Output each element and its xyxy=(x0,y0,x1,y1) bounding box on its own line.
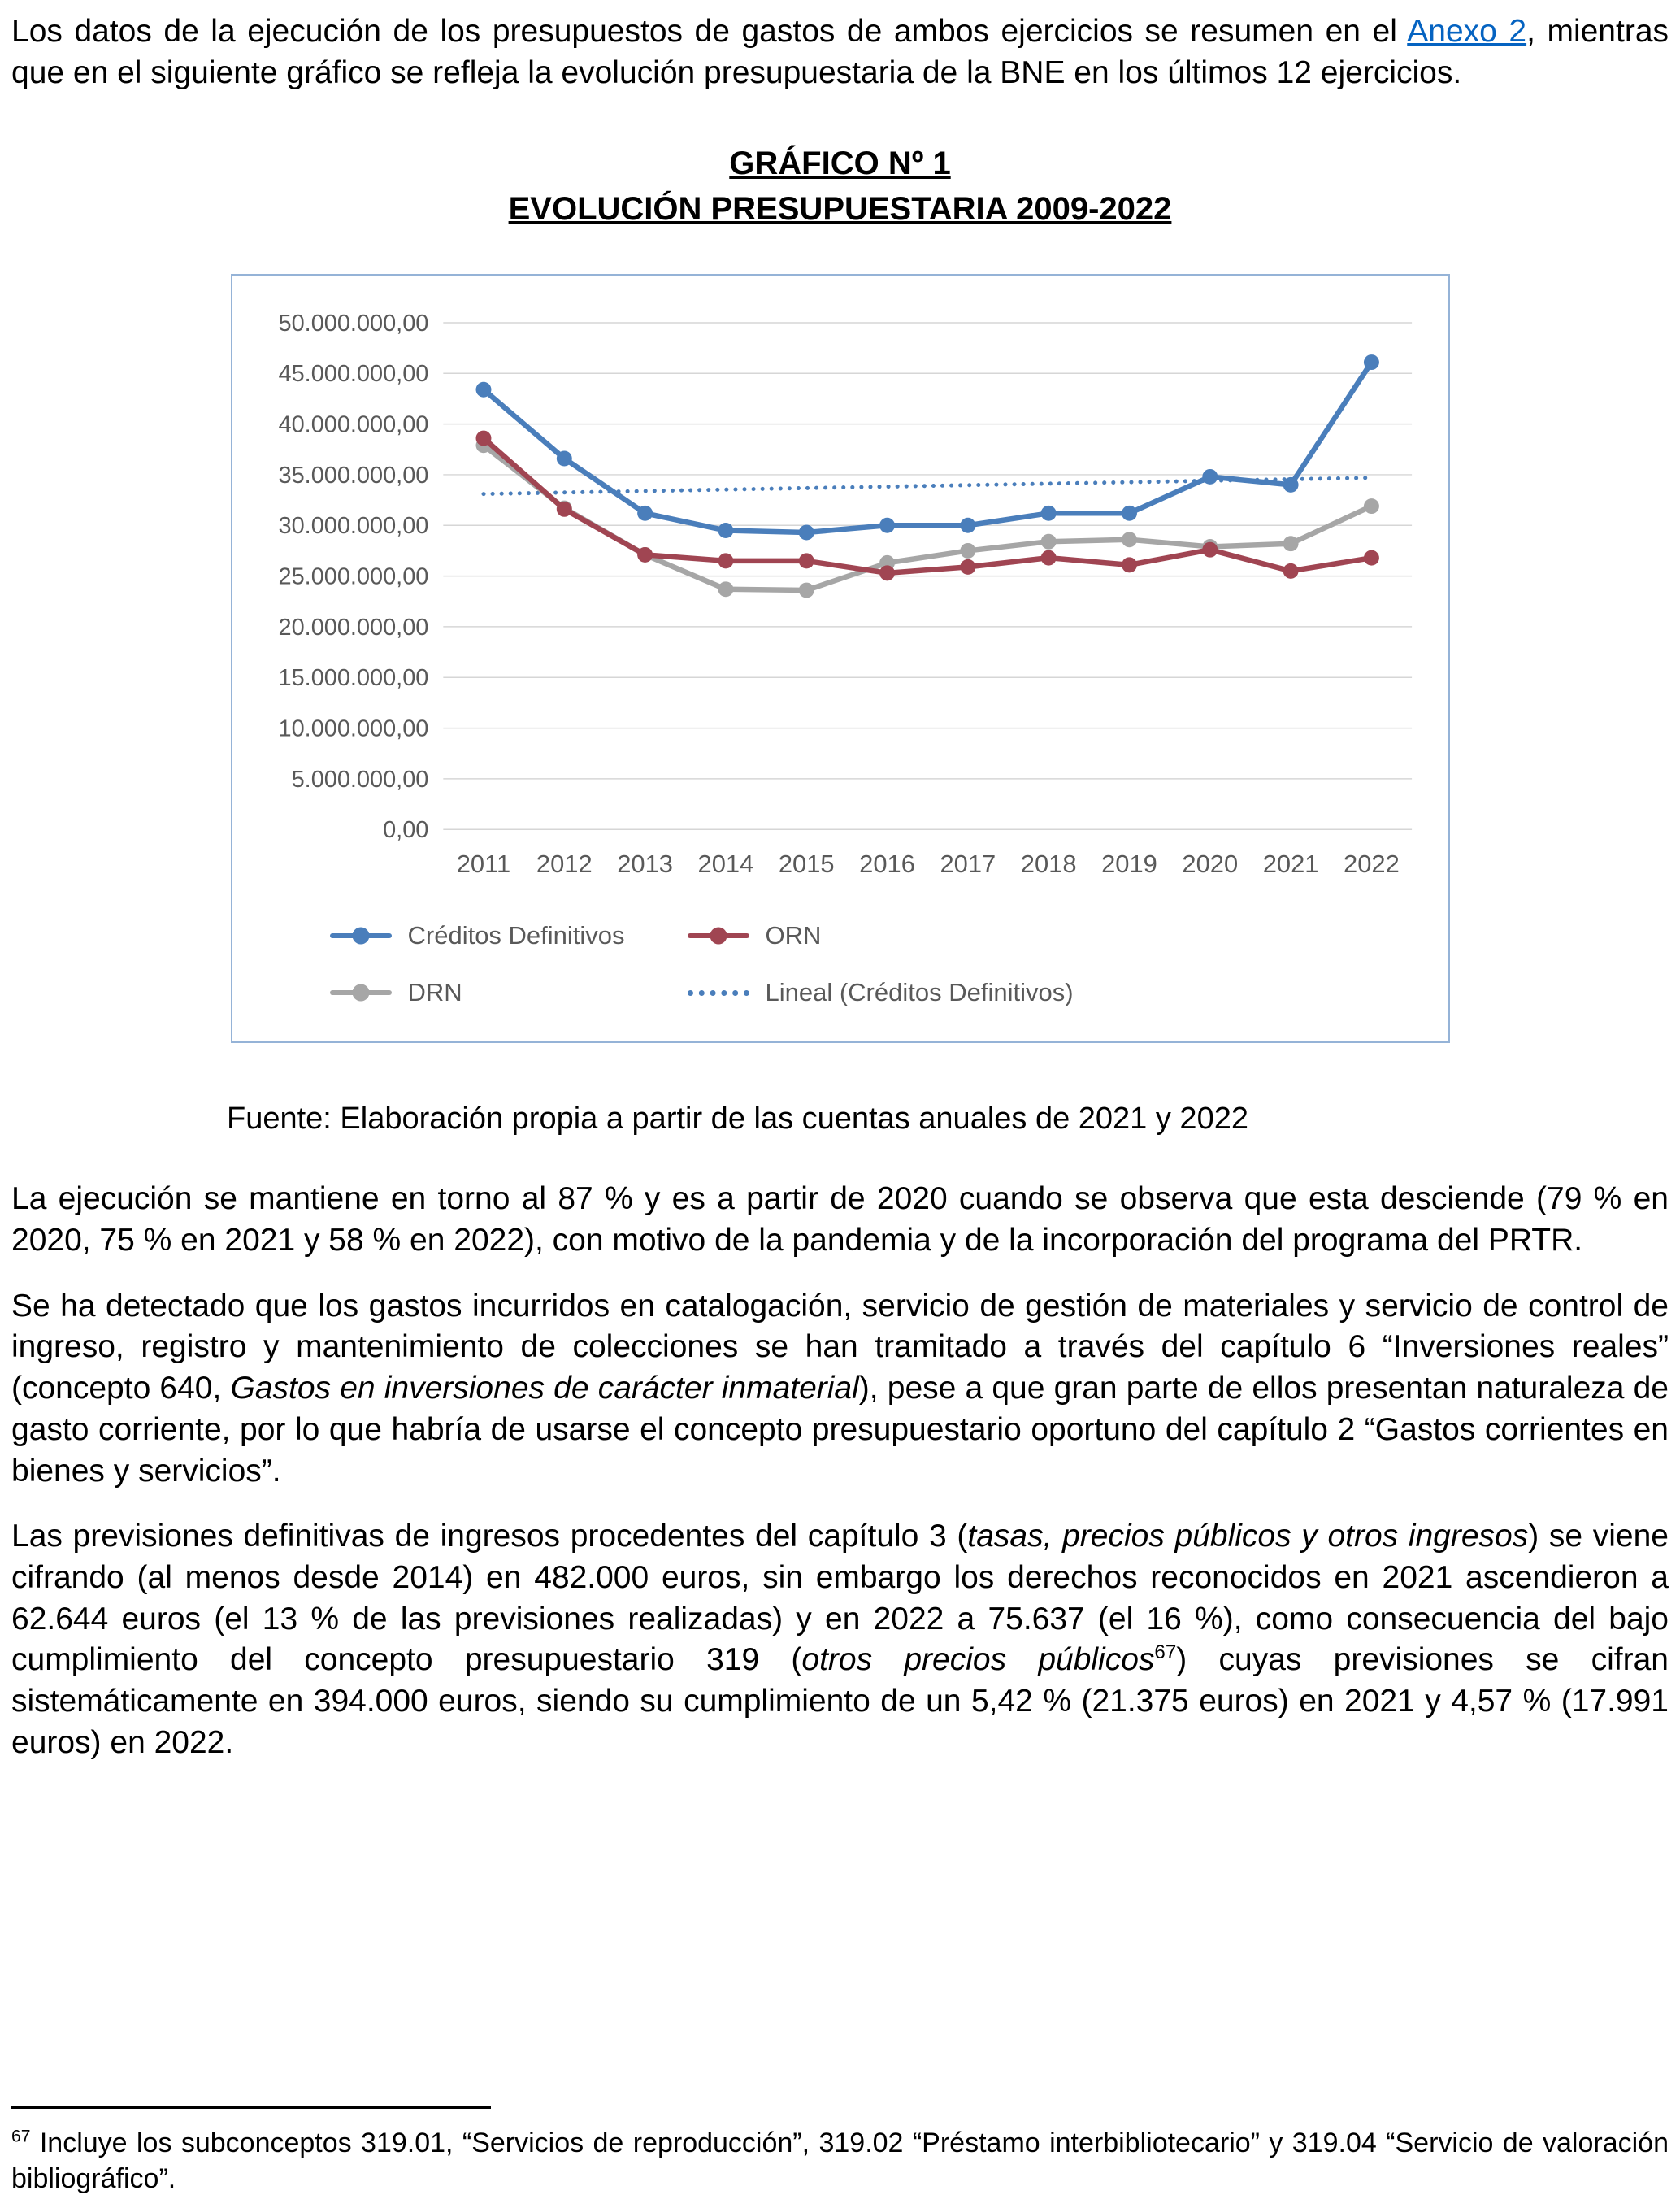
chapter3-italic-2: otros precios públicos xyxy=(801,1642,1155,1678)
svg-text:35.000.000,00: 35.000.000,00 xyxy=(278,463,428,489)
footnote-divider xyxy=(11,2106,491,2109)
legend-label-lineal: Lineal (Créditos Definitivos) xyxy=(765,978,1074,1007)
legend-marker-orn xyxy=(688,933,749,938)
chapter6-text-2: ), pese a que gran parte de ellos presentan naturaleza de gasto corriente, por lo que habría de usarse el concepto presupuestario oportuno del capítulo 2 “Gastos corrientes en bienes y servicios”. xyxy=(11,1371,1669,1489)
svg-text:0,00: 0,00 xyxy=(382,817,428,844)
svg-text:2016: 2016 xyxy=(858,850,915,879)
legend-marker-lineal xyxy=(688,990,749,996)
svg-text:2011: 2011 xyxy=(456,850,510,879)
legend-item-drn xyxy=(330,978,688,1007)
svg-text:45.000.000,00: 45.000.000,00 xyxy=(278,361,428,388)
svg-text:2021: 2021 xyxy=(1262,850,1318,879)
svg-text:2012: 2012 xyxy=(536,850,593,879)
svg-text:2022: 2022 xyxy=(1343,850,1400,879)
footnote-body: Incluye los subconceptos 319.01, “Servicios de reproducción”, 319.02 “Préstamo interbibliotecario” y 319.04 “Servicio de valoración bibliográfico”. xyxy=(11,2127,1669,2194)
svg-text:5.000.000,00: 5.000.000,00 xyxy=(291,767,428,793)
legend-marker-creditos-definitivos xyxy=(330,933,392,938)
svg-text:50.000.000,00: 50.000.000,00 xyxy=(278,311,428,337)
svg-text:2014: 2014 xyxy=(697,850,753,879)
footnote-reference-67[interactable]: 67 xyxy=(1154,1641,1177,1664)
svg-text:20.000.000,00: 20.000.000,00 xyxy=(278,615,428,641)
svg-text:30.000.000,00: 30.000.000,00 xyxy=(278,513,428,540)
chapter6-italic: Gastos en inversiones de carácter inmaterial xyxy=(230,1371,859,1406)
footnote-section xyxy=(11,2106,1669,2197)
legend-item-orn xyxy=(688,921,1440,950)
legend-label-creditos-definitivos: Créditos Definitivos xyxy=(407,921,625,950)
chapter3-text-2: ) se viene cifrando (al menos desde 2014) en 482.000 euros, sin embargo los derechos reconocidos en 2021 ascendieron a 62.644 euros (el 13 % de las previsiones realizadas) y en 2022 a 75.637 (el 16 %), como consecuencia del bajo cumplimiento del concepto presupuestario 319 ( xyxy=(11,1519,1669,1678)
footnote-text xyxy=(11,2125,1669,2197)
svg-text:10.000.000,00: 10.000.000,00 xyxy=(278,715,428,742)
svg-text:2018: 2018 xyxy=(1020,850,1077,879)
legend-label-orn: ORN xyxy=(765,921,822,950)
legend-marker-dot-creditos xyxy=(352,928,369,945)
svg-text:15.000.000,00: 15.000.000,00 xyxy=(278,665,428,692)
legend-marker-dot-orn xyxy=(710,928,727,945)
svg-text:2015: 2015 xyxy=(778,850,835,879)
chart-legend xyxy=(241,898,1440,1022)
svg-text:2017: 2017 xyxy=(939,850,996,879)
chapter3-paragraph xyxy=(11,1516,1669,1763)
svg-text:25.000.000,00: 25.000.000,00 xyxy=(278,563,428,590)
chapter3-text-1: Las previsiones definitivas de ingresos procedentes del capítulo 3 ( xyxy=(11,1519,968,1554)
legend-marker-dot-drn xyxy=(352,984,369,1002)
budget-evolution-chart xyxy=(231,274,1450,1043)
legend-item-lineal xyxy=(688,978,1440,1007)
intro-paragraph xyxy=(11,11,1669,93)
legend-label-drn: DRN xyxy=(407,978,462,1007)
intro-text-after: , mientras que en el siguiente gráfico se refleja la evolución presupuestaria de la BNE en los últimos 12 ejercicios. xyxy=(11,14,1669,90)
legend-item-creditos-definitivos xyxy=(330,921,688,950)
chart-plot-area xyxy=(241,306,1440,898)
svg-text:40.000.000,00: 40.000.000,00 xyxy=(278,411,428,438)
chart-title-line2: EVOLUCIÓN PRESUPUESTARIA 2009-2022 xyxy=(508,191,1172,228)
anexo-2-link[interactable]: Anexo 2 xyxy=(1407,14,1527,49)
intro-text-before: Los datos de la ejecución de los presupuestos de gastos de ambos ejercicios se resumen en el xyxy=(11,14,1408,49)
legend-marker-drn xyxy=(330,990,392,995)
chapter6-text-1: Se ha detectado que los gastos incurridos en catalogación, servicio de gestión de materiales y servicio de control de ingreso, registro y mantenimiento de colecciones se han tramitado a través del capítulo 6 “Inversiones reales” (concepto 640, xyxy=(11,1288,1669,1406)
footnote-number: 67 xyxy=(11,2127,31,2146)
execution-paragraph: La ejecución se mantiene en torno al 87 % y es a partir de 2020 cuando se observa que esta desciende (79 % en 2020, 75 % en 2021 y 58 % en 2022), con motivo de la pandemia y de la incorporación del programa del PRTR. xyxy=(11,1181,1669,1258)
chapter6-paragraph xyxy=(11,1286,1669,1492)
chapter3-text-3: ) cuyas previsiones se cifran sistemáticamente en 394.000 euros, siendo su cumplimiento de un 5,42 % (21.375 euros) en 2021 y 4,57 % (17.991 euros) en 2022. xyxy=(11,1642,1669,1760)
chart-title-line1: GRÁFICO Nº 1 xyxy=(729,146,951,182)
chart-title xyxy=(11,141,1669,232)
chapter3-italic-1: tasas, precios públicos y otros ingresos xyxy=(967,1519,1529,1554)
svg-text:2013: 2013 xyxy=(616,850,673,879)
chart-source: Fuente: Elaboración propia a partir de las cuentas anuales de 2021 y 2022 xyxy=(227,1102,1248,1137)
svg-text:2019: 2019 xyxy=(1100,850,1157,879)
svg-text:2020: 2020 xyxy=(1181,850,1238,879)
